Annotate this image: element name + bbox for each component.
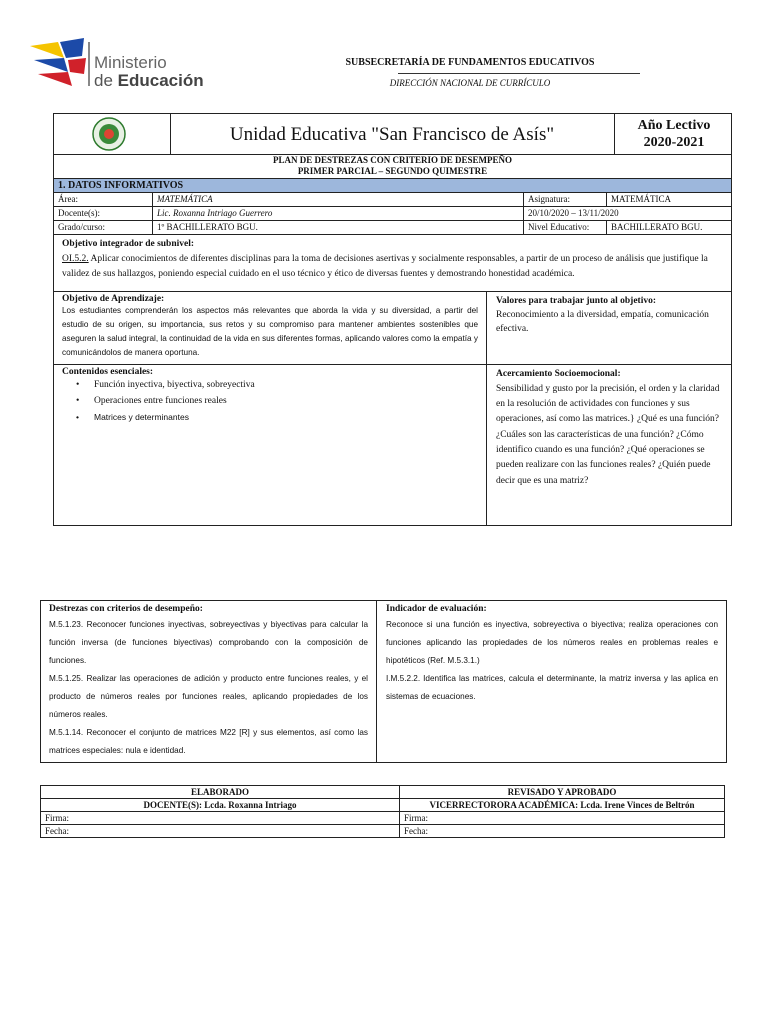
contenidos-list [62,377,478,425]
table-row [54,220,732,234]
firma-label-left: Firma: [41,812,400,825]
acercamiento-label: Acercamiento Socioemocional: [496,368,621,379]
objetivo-integrador-label: Objetivo integrador de subnivel: [62,238,195,249]
year-value: 2020-2021 [643,135,705,150]
table-row [54,192,732,206]
valores-text: Reconocimiento a la diversidad, empatía, comunicación efectiva. [496,309,709,334]
fecha-label-right: Fecha: [400,825,725,838]
subsecretaria-heading: SUBSECRETARÍA DE FUNDAMENTOS EDUCATIVOS [345,57,595,68]
elaborado-heading: ELABORADO [41,786,400,799]
datos-section-title: 1. DATOS INFORMATIVOS [54,179,732,192]
school-seal [54,114,171,154]
fecha-label-left: Fecha: [41,825,400,838]
logo-line1: Ministerio [94,53,167,72]
indicador-text [386,616,718,706]
direccion-heading: DIRECCIÓN NACIONAL DE CURRÍCULO [389,78,551,88]
table-row [41,812,725,825]
contenidos [54,365,487,525]
objetivo-aprendizaje-text: Los estudiantes comprenderán los aspectos más relevantes que aborda la vida y su diversidad, a partir del estudio de su origen, su importancia, sus retos y su compromiso para mantener ambientes sostenibles que aseguren la salud integral, la continuidad de la vida en sus diferentes formas, aplicando valores como la empatía y comunicándolos de manera oportuna. [62,305,478,357]
objetivo-valores-row [53,292,732,365]
destreza-2: M.5.1.25. Realizar las operaciones de adición y producto entre funciones reales, y el producto de números reales por funciones reales, aplicando propiedades de los números reales. [49,674,368,719]
datos-header-row [54,179,732,192]
indicador-2: I.M.5.2.2. Identifica las matrices, calcula el determinante, la matriz inversa y las aplica en sistemas de ecuaciones. [386,674,718,701]
year-label: Año Lectivo [637,118,711,133]
school-name: Unidad Educativa "San Francisco de Asís" [229,124,555,145]
contenidos-label: Contenidos esenciales: [62,366,154,377]
datos-table [53,179,732,235]
destrezas-text [49,616,368,760]
docente-label: Docente(s): [54,206,153,220]
table-row [41,799,725,812]
table-row [41,786,725,799]
indicador [378,601,726,707]
list-item: • Matrices y determinantes [76,411,189,422]
destrezas [41,601,377,762]
valores-label: Valores para trabajar junto al objetivo: [496,295,656,306]
docente-signer: DOCENTE(S): Lcda. Roxanna Intriago [41,799,400,812]
plan-title-2: PRIMER PARCIAL – SEGUNDO QUIMESTRE [297,166,488,176]
objetivo-aprendizaje-label: Objetivo de Aprendizaje: [62,293,165,304]
acercamiento-text: Sensibilidad y gusto por la precisión, el orden y la claridad en la resolución de actividades con funciones y sus operaciones, así como las matrices.} ¿Qué es una función? ¿Cuáles son las características de una función? ¿Cómo identifico cuando es una función? ¿Qué operaciones se pueden realizare con las funciones reales? ¿Quién puede decir que es una matriz? [496,383,720,486]
list-item: • Operaciones entre funciones reales [76,395,227,406]
firma-label-right: Firma: [400,812,725,825]
valores [488,292,733,338]
destreza-3: M.5.1.14. Reconocer el conjunto de matrices M22 [R] y sus elementos, así como las matrices especiales: nula e identidad. [49,728,368,755]
plan-title [53,155,732,179]
school-year [615,117,733,151]
indicador-1: Reconoce si una función es inyectiva, sobreyectiva o biyectiva; realiza operaciones con funciones aplicando las propiedades de los números reales en problemas reales e hipotéticos (Ref. M.5.3.1.) [386,620,718,665]
nivel-value: BACHILLERATO BGU. [607,220,732,234]
plan-form [53,113,732,526]
destrezas-label: Destrezas con criterios de desempeño: [49,604,203,614]
logo-line2: de Educación [94,71,204,90]
objetivo-aprendizaje [54,292,487,364]
contenidos-acercamiento-row [53,365,732,526]
table-row [41,825,725,838]
area-value: MATEMÁTICA [153,192,524,206]
school-seal-icon [92,117,126,151]
destreza-1: M.5.1.23. Reconocer funciones inyectivas, sobreyectivas y biyectivas para calcular la función inversa (de funciones biyectivas) comprobando con la composición de funciones. [49,620,368,665]
objetivo-integrador [53,235,732,292]
grado-value: 1º BACHILLERATO BGU. [153,220,524,234]
fechas-value: 20/10/2020 – 13/11/2020 [524,206,732,220]
table-row [54,206,732,220]
vicerrectora-signer: VICERRECTORORA ACADÉMICA: Lcda. Irene Vinces de Beltrón [400,799,725,812]
revisado-heading: REVISADO Y APROBADO [400,786,725,799]
list-item: • Función inyectiva, biyectiva, sobreyectiva [76,379,255,390]
area-label: Área: [54,192,153,206]
docente-value: Lic. Roxanna Intriago Guerrero [153,206,524,220]
indicador-label: Indicador de evaluación: [386,604,487,614]
destrezas-indicador-table [40,600,727,763]
plan-title-1: PLAN DE DESTREZAS CON CRITERIO DE DESEMPEÑO [272,155,513,165]
objetivo-integrador-text: OI.5.2. Aplicar conocimientos de diferentes disciplinas para la toma de decisiones asertivas y socialmente responsables, a partir de un proceso de análisis que justifique la validez de sus hallazgos, poniendo especial cuidado en el uso técnico y ético de diversas fuentes y demostrando honestidad académica. [62,253,708,279]
nivel-label: Nivel Educativo: [524,220,607,234]
acercamiento [488,365,733,491]
heading-divider [398,73,640,74]
asignatura-label: Asignatura: [524,192,607,206]
grado-label: Grado/curso: [54,220,153,234]
ministerio-logo [28,38,204,94]
firmas-table [40,785,725,838]
asignatura-value: MATEMÁTICA [607,192,732,206]
ecuador-flag-wing-icon [28,38,90,88]
